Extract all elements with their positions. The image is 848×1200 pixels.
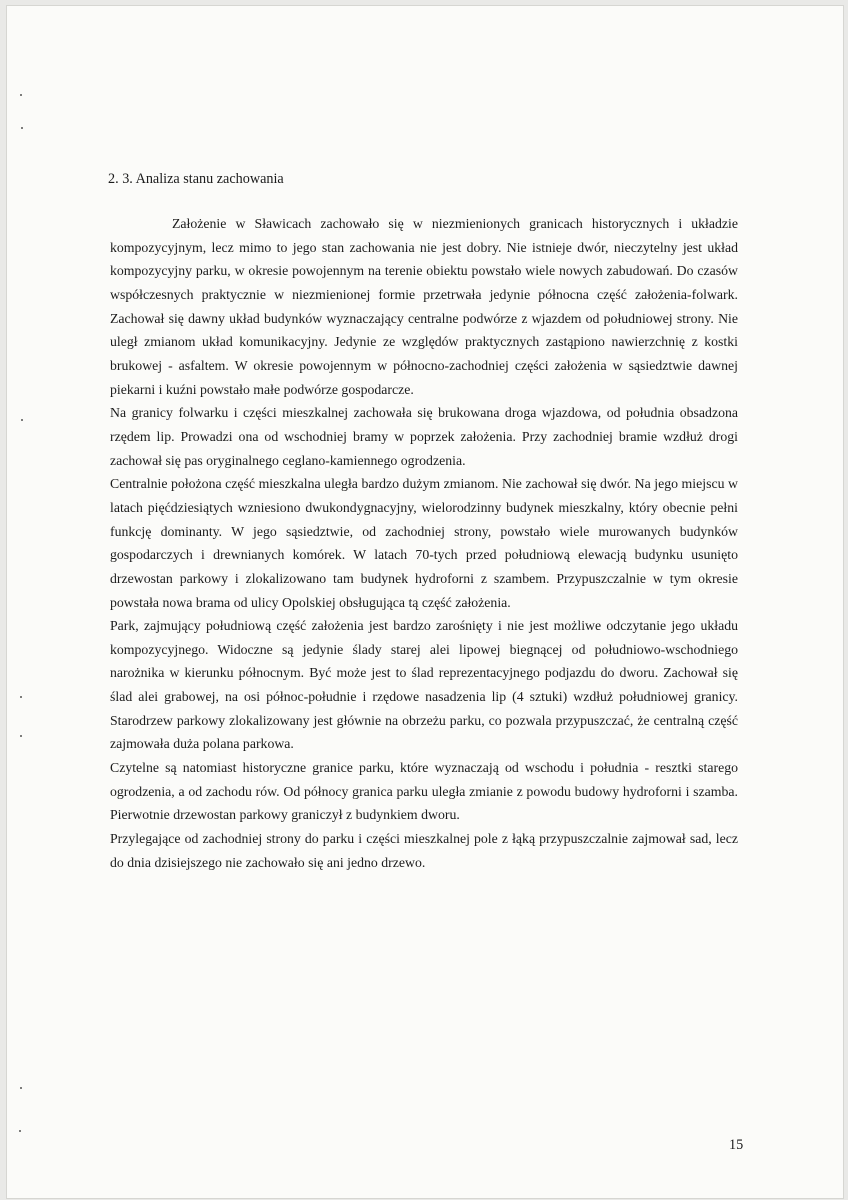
scan-speck <box>21 419 23 421</box>
paragraph: Czytelne są natomiast historyczne granice parku, które wyznaczają od wschodu i południa - resztki starego ogrodzenia, a od zachodu rów. Od północy granica parku uległa zmianie z powodu budowy hydroforni i szamba. Pierwotnie drzewostan parkowy graniczył z budynkiem dworu. <box>110 760 738 823</box>
paragraph: Park, zajmujący południową część założenia jest bardzo zarośnięty i nie jest możliwe odczytanie jego układu kompozycyjnego. Widoczne są jedynie ślady starej alei lipowej biegnącej od południowo-wschodniego narożnika w kierunku północnym. Być może jest to ślad reprezentacyjnego podjazdu do dworu. Zachował się ślad alei grabowej, na osi północ-południe i rzędowe nasadzenia lip (4 sztuki) wzdłuż południowej granicy. Starodrzew parkowy zlokalizowany jest głównie na obrzeżu parku, co pozwala przypuszczać, że centralną część zajmowała duża polana parkowa. <box>110 618 738 752</box>
body-text <box>110 212 738 874</box>
scan-speck <box>20 1087 22 1089</box>
paragraph: Założenie w Sławicach zachowało się w niezmienionych granicach historycznych i układzie kompozycyjnym, lecz mimo to jego stan zachowania nie jest dobry. Nie istnieje dwór, nieczytelny jest układ kompozycyjny parku, w okresie powojennym na terenie obiektu powstało wiele nowych zabudowań. Do czasów współczesnych praktycznie w niezmienionej formie przetrwała jedynie północna część założenia-folwark. Zachował się dawny układ budynków wyznaczający centralne podwórze z wjazdem od południowej strony. Nie uległ zmianom układ komunikacyjny. Jedynie ze względów praktycznych zastąpiono nawierzchnię z kostki brukowej - asfaltem. W okresie powojennym w północno-zachodniej części założenia w sąsiedztwie dawnej piekarni i kuźni powstało małe podwórze gospodarcze. <box>110 216 738 397</box>
section-heading: 2. 3. Analiza stanu zachowania <box>108 171 284 187</box>
page-number: 15 <box>729 1137 744 1153</box>
scan-speck <box>20 696 22 698</box>
scan-speck <box>20 735 22 737</box>
paragraph: Na granicy folwarku i części mieszkalnej zachowała się brukowana droga wjazdowa, od południa obsadzona rzędem lip. Prowadzi ona od wschodniej bramy w poprzek założenia. Przy zachodniej bramie wzdłuż drogi zachował się pas oryginalnego ceglano-kamiennego ogrodzenia. <box>110 405 738 468</box>
scan-speck <box>20 94 22 96</box>
scan-speck <box>19 1130 21 1132</box>
scan-speck <box>21 127 23 129</box>
paragraph: Przylegające od zachodniej strony do parku i części mieszkalnej pole z łąką przypuszczalnie zajmował sad, lecz do dnia dzisiejszego nie zachowało się ani jedno drzewo. <box>110 831 738 870</box>
paragraph: Centralnie położona część mieszkalna uległa bardzo dużym zmianom. Nie zachował się dwór. Na jego miejscu w latach pięćdziesiątych wzniesiono dwukondygnacyjny, wielorodzinny budynek mieszkalny, który obecnie pełni funkcję dominanty. W jego sąsiedztwie, od zachodniej strony, powstało wiele murowanych budynków gospodarczych i drewnianych komórek. W latach 70-tych przed południową elewacją budynku usunięto drzewostan parkowy i zlokalizowano tam budynek hydroforni z szambem. Przypuszczalnie w tym okresie powstała nowa brama od ulicy Opolskiej obsługująca tą część założenia. <box>110 476 738 610</box>
